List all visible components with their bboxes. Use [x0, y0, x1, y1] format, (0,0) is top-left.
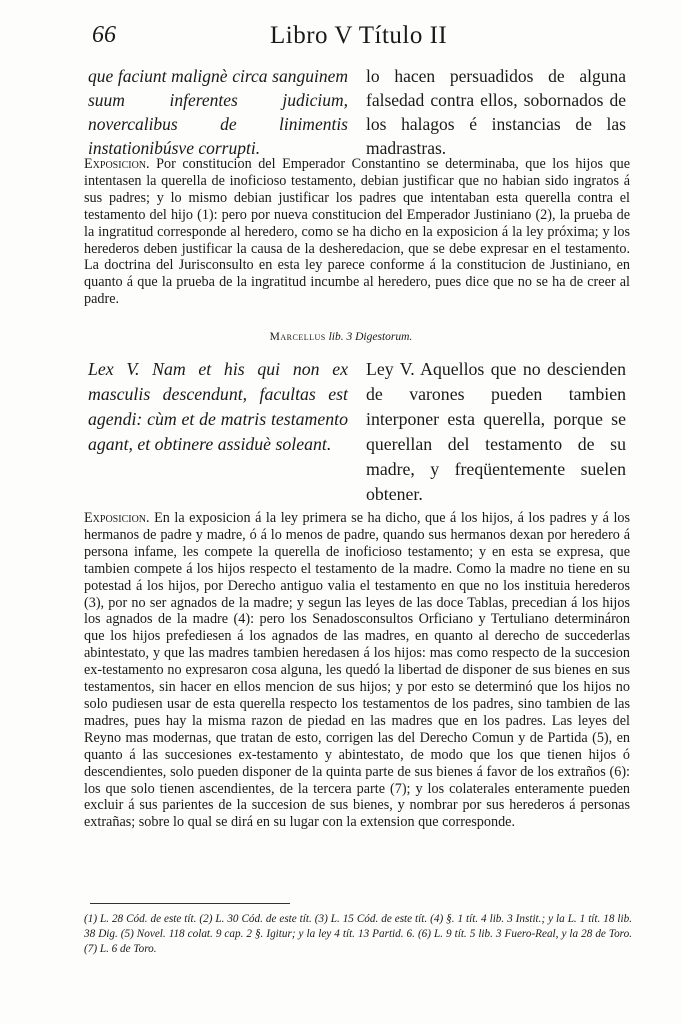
footnote-divider — [90, 903, 290, 904]
law4-continuation — [88, 64, 628, 160]
page-number: 66 — [92, 22, 116, 48]
exposicion-text: En la exposicion á la ley primera se ha dicho, que á los hijos, á los padres y á los hermanos de padre y madre, ó á lo menos de padre, quando sus hermanos dexan por heredero á persona infame, les compete la querella de inoficioso testamento; y en esta se expresa, que tambien compete á los hijos respecto el testamento de la madre. Como la madre no tiene en su potestad á los hijos, por Derecho antiguo valia el testamento en que no los instituia herederos (3), por no ser agnados de la madre; y segun las leyes de las doce Tablas, precedian á los hijos los agnados de la madre (4): pero los Senadosconsultos Orficiano y Tertuliano determináron que los hijos prefediesen á los agnados de las madres, en quanto al derecho de succederlas abintestato, y que las madres tambien heredasen á los hijos: mas como respecto de la succesion ex-testamento no expresaron cosa alguna, les quedó la libertad de disponer de sus bienes en sus testamentos, sin hacer en ellos mencion de sus hijos; y por esto se determinó que los hijos no solo pudiesen usar de esta querella respecto los testamentos de los padres, sino tambien de las madres, pues hay la misma razon de piedad en las madres que en los padres. Las leyes del Reyno mas modernas, que tratan de esto, corrigen las del Derecho Comun y de Partida (5), en quanto á las succesiones ex-testamento y abintestato, de modo que los que tienen hijos ó descendientes, solo pueden disponer de la quinta parte de sus bienes á favor de los extraños (6): los que solo tienen ascendientes, de la tercera parte (7); y los colaterales enteramente pueden excluir á sus parientes de la succesion de sus bienes, y nombrar por sus herederos á personas extrañas; sobre lo qual se dirá en su lugar con la extension que corresponde. — [84, 510, 630, 831]
law5 — [88, 357, 628, 507]
running-title: Libro V Título II — [270, 22, 448, 49]
citation-author: Marcellus — [269, 331, 326, 343]
exposicion-label: Exposicion. — [84, 156, 150, 172]
footnotes: (1) L. 28 Cód. de este tít. (2) L. 30 Cód. de este tít. (3) L. 15 Cód. de este tít. (4) §. 1 tít. 4 lib. 3 Instit.; y la L. 1 tít. 18 lib. 38 Dig. (5) Novel. 118 colat. 9 cap. 2 §. Igitur; y la ley 4 tít. 13 Partid. 6. (6) L. 9 tít. 5 lib. 3 Fuero-Real, y la 28 de Toro. (7) L. 6 de Toro. — [84, 913, 632, 956]
exposicion-label: Exposicion. — [84, 510, 150, 526]
page-header — [0, 22, 682, 58]
exposicion-paragraph — [84, 156, 630, 308]
citation-reference: lib. 3 Digestorum. — [328, 331, 413, 343]
spanish-text: Ley V. Aquellos que no descienden de varones pueden tambien interponer esta querella, porque se querellan del testamento de su madre, y freqüentemente suelen obtener. — [366, 359, 626, 504]
latin-text: Lex V. Nam et his qui non ex masculis descendunt, facultas est agendi: cùm et de matris testamento agant, et obtinere assiduè soleant. — [88, 359, 348, 454]
spanish-text: lo hacen persuadidos de alguna falsedad contra ellos, sobornados de los halagos é instancias de las madrastras. — [366, 66, 626, 158]
latin-text: que faciunt malignè circa sanguinem suum inferentes judicium, novercalibus de linimentis instationibúsve corrupti. — [88, 66, 348, 158]
exposicion-text: Por constitucion del Emperador Constantino se determinaba, que los hijos que intentasen la querella de inoficioso testamento, debian justificar que no habian sido ingratos á sus padres; y lo mismo debian justificar los padres que intentaban esta querella contra el testamento del hijo (1): pero por nueva constitucion del Emperador Justiniano (2), la prueba de la ingratitud corresponde al heredero, como se ha dicho en la exposicion á la ley próxima; y los herederos deben justificar la causa de la desheredacion, que se debe expresar en el testamento. La doctrina del Jurisconsulto en esta ley parece conforme á la constitucion de Justiniano, en quanto á que la prueba de la ingratitud incumbe al heredero, pues dice que no se ha de creer al padre. — [84, 156, 630, 308]
source-citation — [0, 331, 682, 343]
exposicion-paragraph — [84, 510, 630, 831]
